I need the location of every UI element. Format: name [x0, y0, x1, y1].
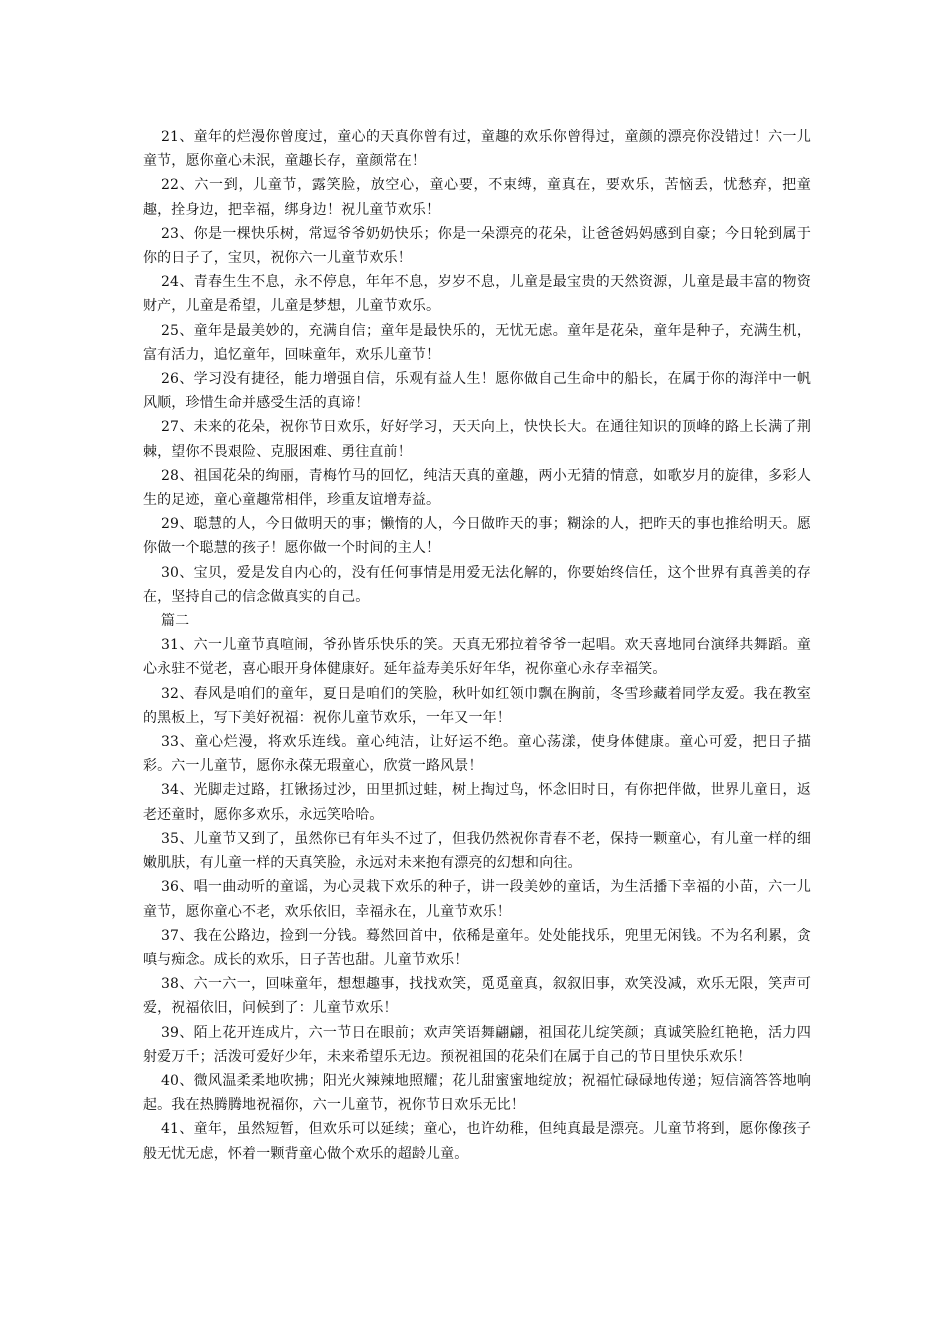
paragraph-37: 37、我在公路边，捡到一分钱。蓦然回首中，依稀是童年。处处能找乐，兜里无闲钱。不为名利累，贪嗔与痴念。成长的欢乐，日子苦也甜。儿童节欢乐！ [143, 927, 811, 968]
paragraph-32: 32、春风是咱们的童年，夏日是咱们的笑脸，秋叶如红领巾飘在胸前，冬雪珍藏着同学友爱。我在教室的黑板上，写下美好祝福：祝你儿童节欢乐，一年又一年！ [143, 685, 811, 726]
paragraph-24: 24、青春生生不息，永不停息，年年不息，岁岁不息，儿童是最宝贵的天然资源，儿童是最丰富的物资财产，儿童是希望，儿童是梦想，儿童节欢乐。 [143, 274, 811, 315]
paragraph-35: 35、儿童节又到了，虽然你已有年头不过了，但我仍然祝你青春不老，保持一颗童心，有儿童一样的细嫩肌肤，有儿童一样的天真笑脸，永远对未来抱有漂亮的幻想和向往。 [143, 830, 811, 872]
paragraph-22: 22、六一到，儿童节，露笑脸，放空心，童心要，不束缚，童真在，要欢乐，苦恼丢，忧愁弃，把童趣，拴身边，把幸福，绑身边！祝儿童节欢乐！ [143, 177, 811, 218]
paragraph-41: 41、童年，虽然短暂，但欢乐可以延续；童心，也许幼稚，但纯真最是漂亮。儿童节将到，愿你像孩子般无忧无虑，怀着一颗背童心做个欢乐的超龄儿童。 [143, 1121, 811, 1162]
paragraph-33: 33、童心烂漫，将欢乐连线。童心纯洁，让好运不绝。童心荡漾，使身体健康。童心可爱，把日子描彩。六一儿童节，愿你永葆无瑕童心，欣赏一路风景！ [143, 734, 811, 775]
document-page [143, 125, 811, 1166]
paragraph-21: 21、童年的烂漫你曾度过，童心的天真你曾有过，童趣的欢乐你曾得过，童颜的漂亮你没错过！六一儿童节，愿你童心未泯，童趣长存，童颜常在！ [143, 129, 811, 170]
paragraph-40: 40、微风温柔柔地吹拂；阳光火辣辣地照耀；花儿甜蜜蜜地绽放；祝福忙碌碌地传递；短信滴答答地响起。我在热腾腾地祝福你，六一儿童节，祝你节日欢乐无比！ [143, 1072, 811, 1114]
paragraph-28: 28、祖国花朵的绚丽，青梅竹马的回忆，纯洁天真的童趣，两小无猜的情意，如歌岁月的旋律，多彩人生的足迹，童心童趣常相伴，珍重友谊增寿益。 [143, 467, 811, 509]
paragraph-25: 25、童年是最美妙的，充满自信；童年是最快乐的，无忧无虑。童年是花朵，童年是种子，充满生机，富有活力，追忆童年，回味童年，欢乐儿童节！ [143, 322, 811, 363]
paragraph-27: 27、未来的花朵，祝你节日欢乐，好好学习，天天向上，快快长大。在通往知识的顶峰的路上长满了荆棘，望你不畏艰险、克服困难、勇往直前！ [143, 419, 811, 460]
paragraph-31: 31、六一儿童节真喧闹，爷孙皆乐快乐的笑。天真无邪拉着爷爷一起唱。欢天喜地同台演绎共舞蹈。童心永驻不觉老，喜心眼开身体健康好。延年益寿美乐好年华，祝你童心永存幸福笑。 [143, 637, 811, 678]
paragraph-34: 34、光脚走过路，扛锹扬过沙，田里抓过蛙，树上掏过鸟，怀念旧时日，有你把伴做，世界儿童日，返老还童时，愿你多欢乐，永远笑哈哈。 [143, 782, 811, 823]
paragraph-29: 29、聪慧的人，今日做明天的事；懒惰的人，今日做昨天的事；糊涂的人，把昨天的事也推给明天。愿你做一个聪慧的孩子！愿你做一个时间的主人！ [143, 516, 811, 557]
paragraph-26: 26、学习没有捷径，能力增强自信，乐观有益人生！愿你做自己生命中的船长，在属于你的海洋中一帆风顺，珍惜生命并感受生活的真谛！ [143, 371, 811, 412]
paragraph-38: 38、六一六一，回味童年，想想趣事，找找欢笑，觅觅童真，叙叙旧事，欢笑没减，欢乐无限，笑声可爱，祝福依旧，问候到了：儿童节欢乐！ [143, 976, 811, 1017]
section-heading: 篇二 [161, 613, 190, 630]
paragraph-23: 23、你是一棵快乐树，常逗爷爷奶奶快乐；你是一朵漂亮的花朵，让爸爸妈妈感到自豪；今日轮到属于你的日子了，宝贝，祝你六一儿童节欢乐！ [143, 225, 811, 267]
paragraph-36: 36、唱一曲动听的童谣，为心灵栽下欢乐的种子，讲一段美妙的童话，为生活播下幸福的小苗，六一儿童节，愿你童心不老，欢乐依旧，幸福永在，儿童节欢乐！ [143, 879, 811, 920]
paragraph-39: 39、陌上花开连成片，六一节日在眼前；欢声笑语舞翩翩，祖国花儿绽笑颜；真诚笑脸红艳艳，活力四射爱万千；活泼可爱好少年，未来希望乐无边。预祝祖国的花朵们在属于自己的节日里快乐欢乐！ [143, 1024, 811, 1065]
paragraph-30: 30、宝贝，爱是发自内心的，没有任何事情是用爱无法化解的，你要始终信任，这个世界有真善美的存在，坚持自己的信念做真实的自己。 [143, 564, 811, 605]
